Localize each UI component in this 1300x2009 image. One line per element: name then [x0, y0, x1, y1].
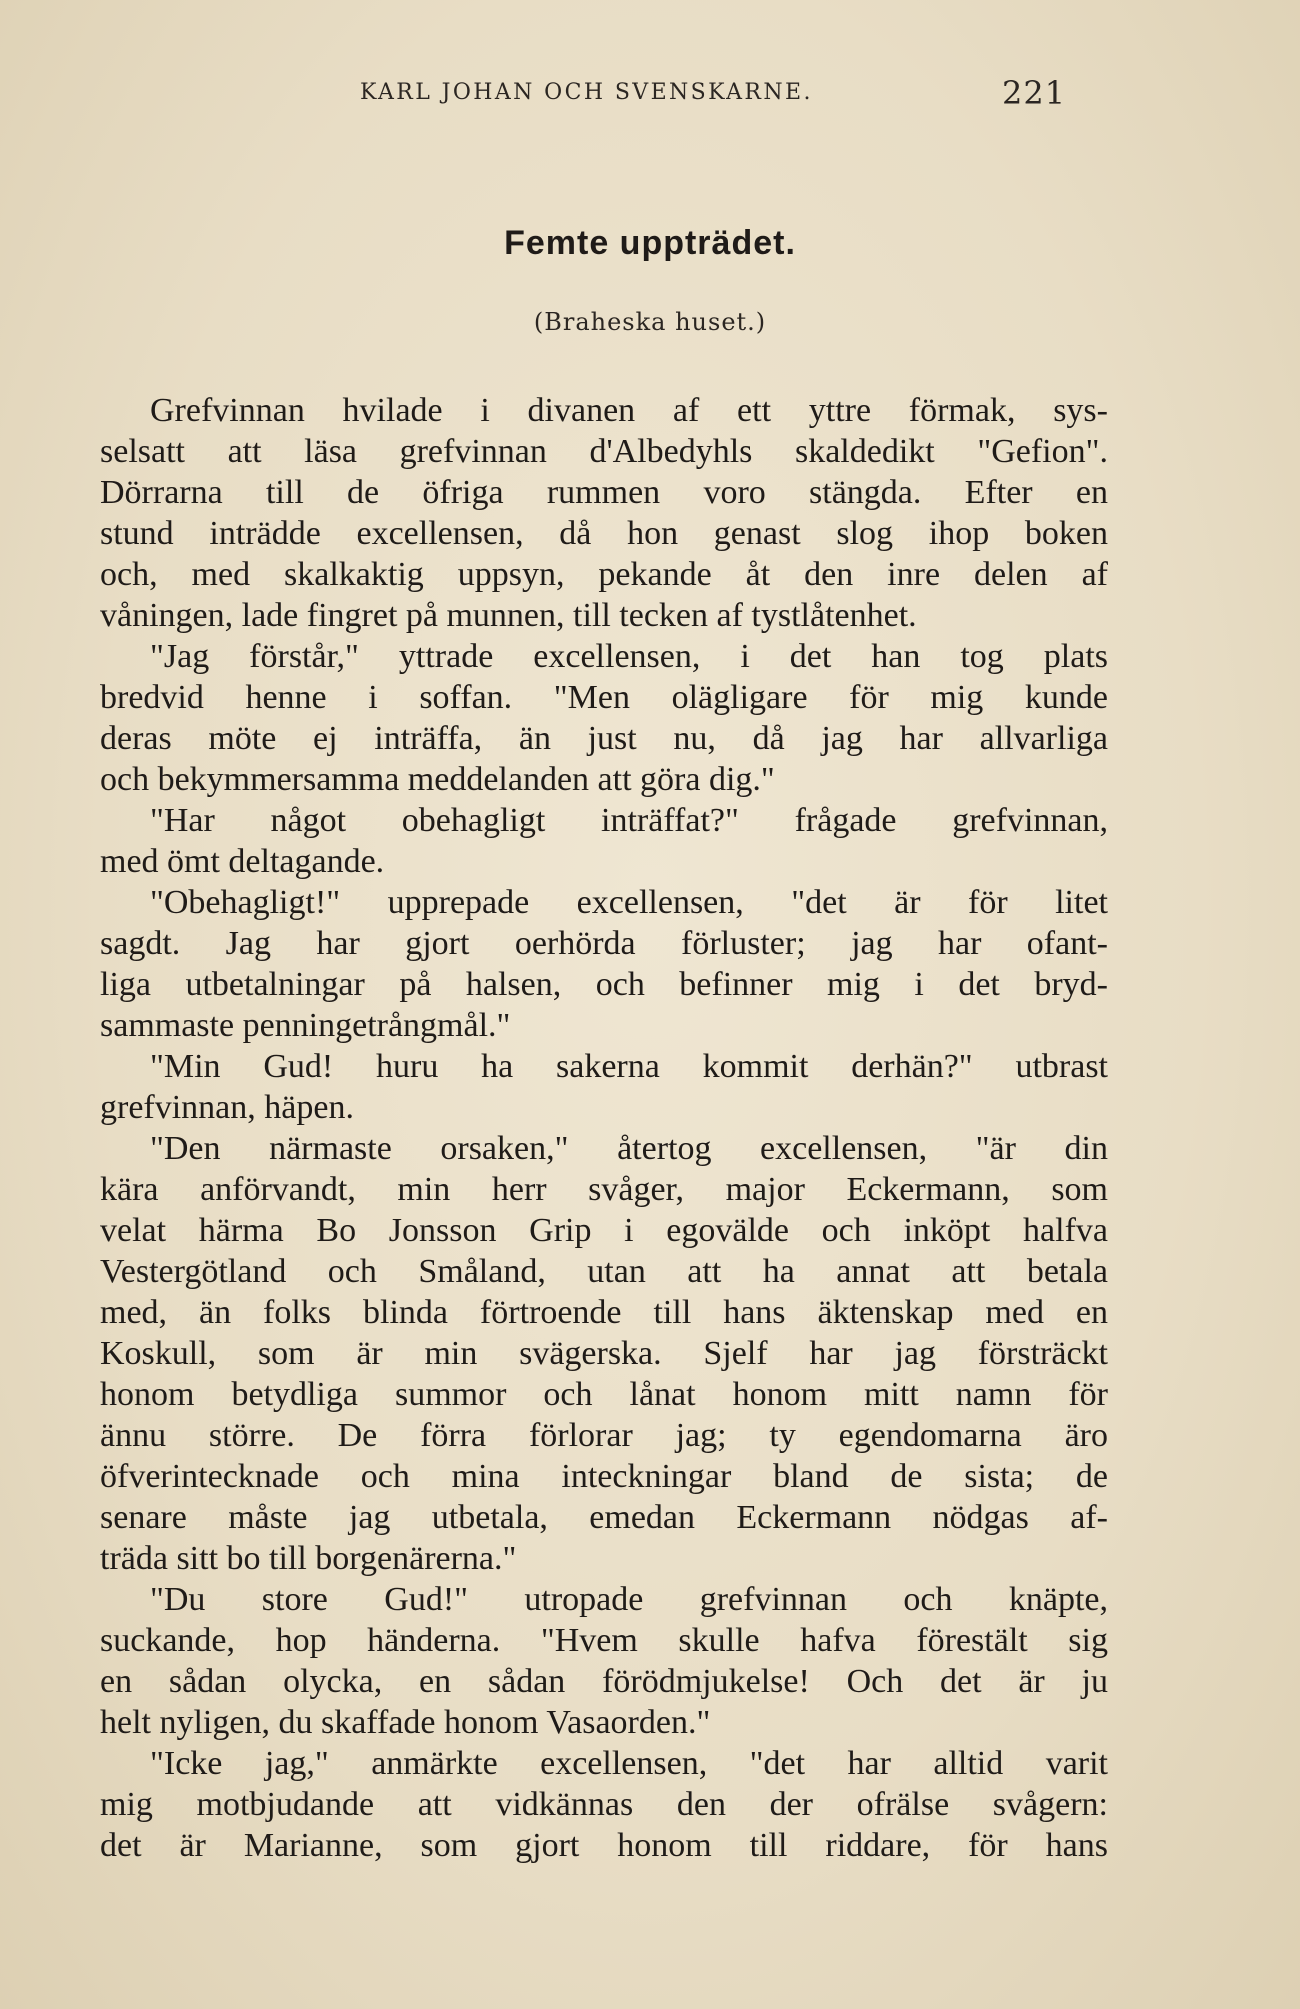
text-line: sammaste penningetrångmål.": [100, 1007, 511, 1044]
text-line: "Min Gud! huru ha sakerna kommit derhän?" utbrast: [150, 1048, 1108, 1085]
text-line: bredvid henne i soffan. "Men olägligare för mig kunde: [100, 679, 1108, 716]
text-line: honom betydliga summor och lånat honom mitt namn för: [100, 1376, 1108, 1413]
text-line: våningen, lade fingret på munnen, till tecken af tystlåtenhet.: [100, 597, 917, 634]
text-line: "Har något obehagligt inträffat?" frågade grefvinnan,: [150, 802, 1108, 839]
text-line: liga utbetalningar på halsen, och befinner mig i det bryd-: [100, 966, 1108, 1003]
text-line: sagdt. Jag har gjort oerhörda förluster; jag har ofant-: [100, 925, 1108, 962]
text-line: och, med skalkaktig uppsyn, pekande åt den inre delen af: [100, 556, 1108, 593]
text-line: Grefvinnan hvilade i divanen af ett yttre förmak, sys-: [150, 392, 1108, 429]
text-line: träda sitt bo till borgenärerna.": [100, 1540, 517, 1577]
text-line: Dörrarna till de öfriga rummen voro stängda. Efter en: [100, 474, 1108, 511]
text-line: med, än folks blinda förtroende till hans äktenskap med en: [100, 1294, 1108, 1331]
text-line: och bekymmersamma meddelanden att göra dig.": [100, 761, 775, 798]
text-line: suckande, hop händerna. "Hvem skulle hafva förestält sig: [100, 1622, 1108, 1659]
text-line: Vestergötland och Småland, utan att ha annat att betala: [100, 1253, 1108, 1290]
page-number: 221: [1002, 74, 1067, 112]
text-line: "Du store Gud!" utropade grefvinnan och knäpte,: [150, 1581, 1108, 1618]
text-line: ännu större. De förra förlorar jag; ty egendomarna äro: [100, 1417, 1108, 1454]
text-line: stund inträdde excellensen, då hon genast slog ihop boken: [100, 515, 1108, 552]
text-line: helt nyligen, du skaffade honom Vasaorden.": [100, 1704, 711, 1741]
text-line: velat härma Bo Jonsson Grip i egovälde och inköpt halfva: [100, 1212, 1108, 1249]
text-line: öfverintecknade och mina inteckningar bland de sista; de: [100, 1458, 1108, 1495]
text-line: med ömt deltagande.: [100, 843, 385, 880]
text-line: "Icke jag," anmärkte excellensen, "det har alltid varit: [150, 1745, 1108, 1782]
text-line: mig motbjudande att vidkännas den der ofrälse svågern:: [100, 1786, 1108, 1823]
text-line: selsatt att läsa grefvinnan d'Albedyhls skaldedikt "Gefion".: [100, 433, 1108, 470]
text-line: senare måste jag utbetala, emedan Eckermann nödgas af-: [100, 1499, 1108, 1536]
text-line: kära anförvandt, min herr svåger, major Eckermann, som: [100, 1171, 1108, 1208]
scene-location: (Braheska huset.): [533, 308, 767, 336]
text-line: det är Marianne, som gjort honom till riddare, för hans: [100, 1827, 1108, 1864]
text-line: en sådan olycka, en sådan förödmjukelse! Och det är ju: [100, 1663, 1108, 1700]
body-text: [100, 390, 1108, 1866]
text-line: Koskull, som är min svägerska. Sjelf har jag försträckt: [100, 1335, 1108, 1372]
running-head: [360, 74, 1067, 118]
text-line: "Obehagligt!" upprepade excellensen, "det är för litet: [150, 884, 1108, 921]
text-line: "Jag förstår," yttrade excellensen, i det han tog plats: [150, 638, 1108, 675]
text-line: grefvinnan, häpen.: [100, 1089, 354, 1126]
section-heading: Femte uppträdet.: [504, 224, 796, 262]
text-line: deras möte ej inträffa, än just nu, då jag har allvarliga: [100, 720, 1108, 757]
text-line: "Den närmaste orsaken," återtog excellensen, "är din: [150, 1130, 1108, 1167]
running-title: KARL JOHAN OCH SVENSKARNE.: [360, 80, 813, 105]
